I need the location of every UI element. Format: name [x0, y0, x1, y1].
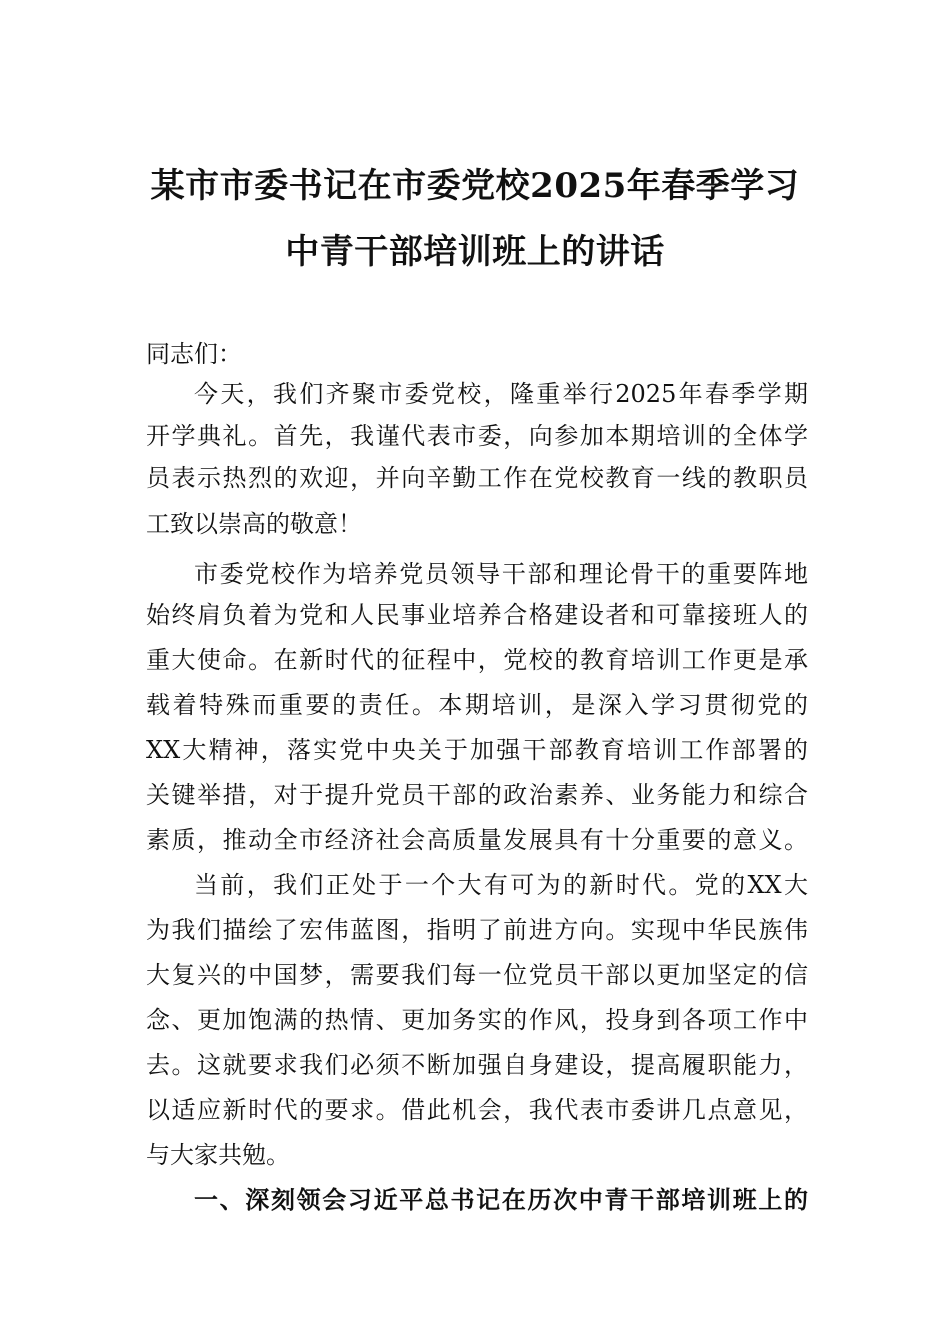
paragraph-3-line-1: 当前，我们正处于一个大有可为的新时代。党的XX大 — [194, 871, 808, 899]
paragraph-2-line-1: 市委党校作为培养党员领导干部和理论骨干的重要阵地 — [194, 560, 808, 588]
paragraph-2-line-7: 素质，推动全市经济社会高质量发展具有十分重要的意义。 — [146, 826, 808, 854]
paragraph-2-line-6: 关键举措，对于提升党员干部的政治素养、业务能力和综合 — [146, 781, 808, 809]
salutation: 同志们： — [146, 340, 242, 368]
paragraph-3-line-4: 念、更加饱满的热情、更加务实的作风，投身到各项工作中 — [146, 1006, 808, 1034]
page-title-line-2: 中青干部培训班上的讲话 — [285, 232, 665, 272]
paragraph-3-line-2: 为我们描绘了宏伟蓝图，指明了前进方向。实现中华民族伟 — [146, 916, 808, 944]
paragraph-3-line-7: 与大家共勉。 — [146, 1141, 290, 1169]
paragraph-1-line-3: 员表示热烈的欢迎，并向辛勤工作在党校教育一线的教职员 — [146, 464, 808, 492]
page-title-line-1: 某市市委书记在市委党校2025年春季学习 — [150, 166, 800, 206]
paragraph-2-line-3: 重大使命。在新时代的征程中，党校的教育培训工作更是承 — [146, 646, 808, 674]
paragraph-2-line-2: 始终肩负着为党和人民事业培养合格建设者和可靠接班人的 — [146, 601, 808, 629]
paragraph-1-line-4: 工致以崇高的敬意！ — [146, 510, 362, 538]
paragraph-2-line-5: XX大精神，落实党中央关于加强干部教育培训工作部署的 — [146, 736, 808, 764]
paragraph-1-line-1: 今天，我们齐聚市委党校，隆重举行2025年春季学期 — [194, 380, 808, 408]
paragraph-3-line-6: 以适应新时代的要求。借此机会，我代表市委讲几点意见， — [146, 1096, 808, 1124]
paragraph-3-line-5: 去。这就要求我们必须不断加强自身建设，提高履职能力， — [146, 1051, 808, 1079]
section-heading-1: 一、深刻领会习近平总书记在历次中青干部培训班上的 — [194, 1186, 808, 1214]
paragraph-3-line-3: 大复兴的中国梦，需要我们每一位党员干部以更加坚定的信 — [146, 961, 808, 989]
paragraph-1-line-2: 开学典礼。首先，我谨代表市委，向参加本期培训的全体学 — [146, 422, 808, 450]
paragraph-2-line-4: 载着特殊而重要的责任。本期培训，是深入学习贯彻党的 — [146, 691, 808, 719]
